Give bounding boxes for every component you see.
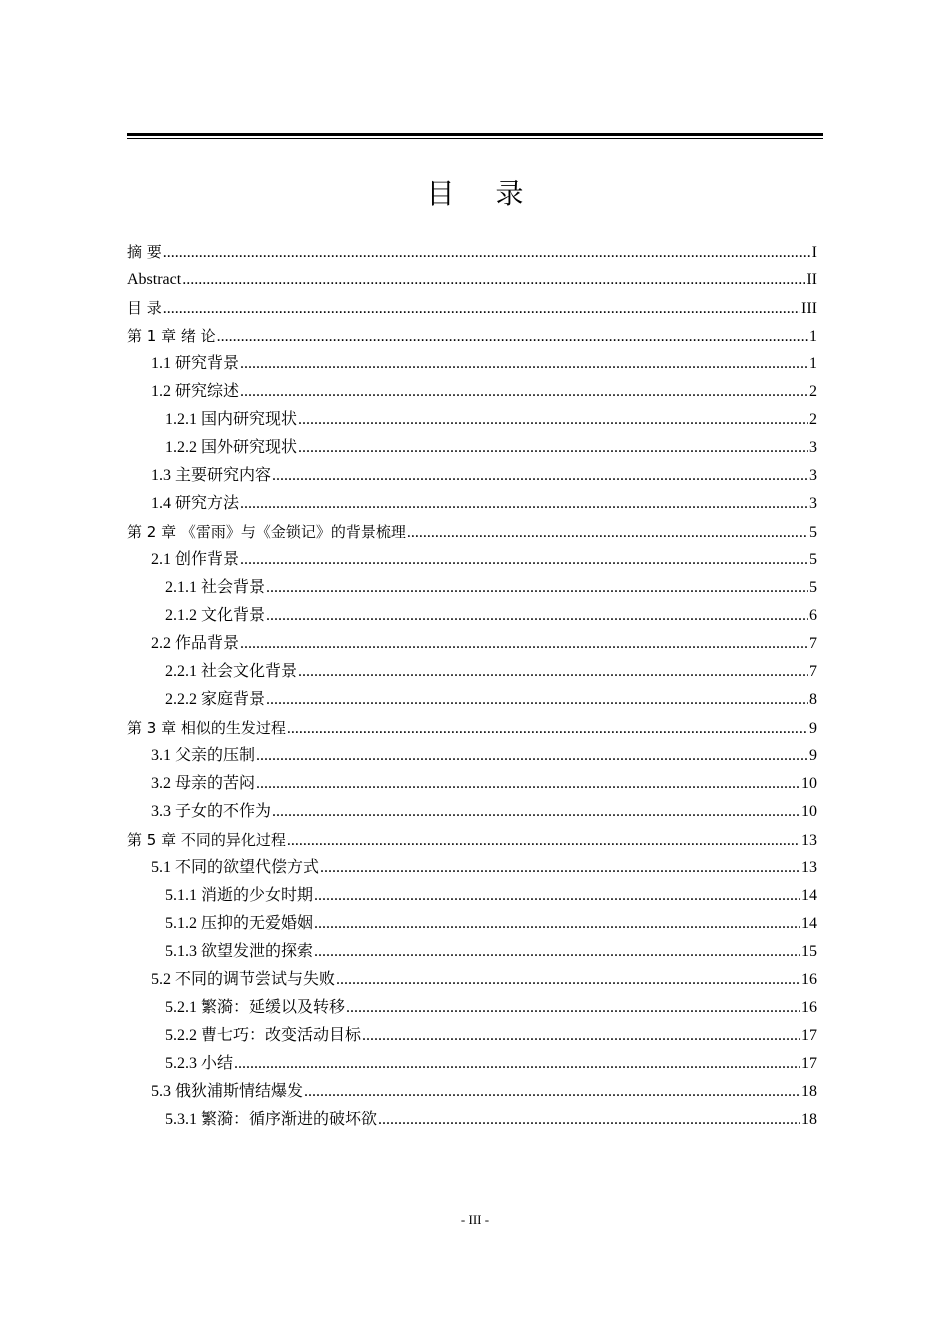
toc-entry-page: 14 [801, 887, 817, 904]
toc-dot-leader [217, 323, 808, 351]
toc-dot-leader [266, 686, 808, 714]
toc-entry-page: 10 [801, 803, 817, 820]
toc-entry-label: 2.1.2 文化背景 [165, 607, 266, 624]
toc-entry-label: 5.1 不同的欲望代偿方式 [151, 859, 320, 876]
toc-dot-leader [362, 1022, 800, 1050]
toc-entry-page: 17 [801, 1055, 817, 1072]
toc-entry-label: 第 5 章 不同的异化过程 [127, 831, 286, 849]
toc-entry-page: 8 [809, 691, 817, 708]
toc-entry-page: 5 [809, 579, 817, 596]
toc-dot-leader [256, 770, 800, 798]
header-rule [127, 133, 823, 139]
toc-entry[interactable] [127, 350, 817, 378]
toc-entry[interactable] [127, 294, 817, 322]
toc-entry[interactable] [127, 518, 817, 546]
toc-entry-page: 2 [809, 383, 817, 400]
toc-entry-label: 2.2 作品背景 [151, 635, 240, 652]
toc-entry[interactable] [127, 322, 817, 350]
toc-entry[interactable] [127, 1106, 817, 1134]
toc-entry[interactable] [127, 490, 817, 518]
toc-dot-leader [266, 602, 808, 630]
toc-entry[interactable] [127, 378, 817, 406]
toc-entry[interactable] [127, 826, 817, 854]
toc-entry-label: 1.4 研究方法 [151, 495, 240, 512]
toc-entry-page: 6 [809, 607, 817, 624]
toc-dot-leader [234, 1050, 800, 1078]
toc-entry[interactable] [127, 994, 817, 1022]
toc-entry[interactable] [127, 1022, 817, 1050]
toc-entry-page: 15 [801, 943, 817, 960]
toc-entry-page: 16 [801, 971, 817, 988]
toc-entry-label: Abstract [127, 271, 182, 288]
toc-entry[interactable] [127, 658, 817, 686]
toc-entry[interactable] [127, 630, 817, 658]
toc-dot-leader [182, 266, 805, 294]
toc-dot-leader [240, 630, 808, 658]
page-title: 目 录 [426, 177, 540, 210]
toc-entry-label: 2.2.2 家庭背景 [165, 691, 266, 708]
toc-dot-leader [287, 715, 808, 743]
toc-entry[interactable] [127, 966, 817, 994]
toc-entry[interactable] [127, 938, 817, 966]
toc-dot-leader [163, 239, 811, 267]
toc-entry[interactable] [127, 910, 817, 938]
toc-entry-label: 5.2.2 曹七巧：改变活动目标 [165, 1027, 362, 1044]
toc-entry[interactable] [127, 266, 817, 294]
toc-entry-label: 3.3 子女的不作为 [151, 803, 272, 820]
toc-entry[interactable] [127, 434, 817, 462]
toc-entry-label: 5.1.1 消逝的少女时期 [165, 887, 314, 904]
toc-entry[interactable] [127, 1078, 817, 1106]
header-rule-thin [127, 138, 823, 139]
toc-entry-page: 18 [801, 1111, 817, 1128]
toc-entry[interactable] [127, 798, 817, 826]
toc-dot-leader [266, 574, 808, 602]
toc-dot-leader [320, 854, 800, 882]
toc-entry[interactable] [127, 742, 817, 770]
toc-entry-label: 摘 要 [127, 243, 162, 261]
toc-dot-leader [240, 350, 808, 378]
toc-dot-leader [336, 966, 800, 994]
toc-entry-page: 5 [809, 524, 817, 541]
page-number: - III - [460, 1212, 490, 1227]
toc-dot-leader [314, 910, 800, 938]
toc-dot-leader [240, 378, 808, 406]
toc-dot-leader [240, 490, 808, 518]
toc-entry-label: 1.2 研究综述 [151, 383, 240, 400]
toc-entry-label: 5.2.3 小结 [165, 1055, 234, 1072]
toc-entry-page: 9 [809, 720, 817, 737]
toc-entry-label: 第 1 章 绪 论 [127, 327, 216, 345]
toc-entry[interactable] [127, 882, 817, 910]
toc-entry-label: 第 2 章 《雷雨》与《金锁记》的背景梳理 [127, 523, 406, 541]
toc-entry-label: 3.2 母亲的苦闷 [151, 775, 256, 792]
table-of-contents [127, 238, 817, 1134]
toc-dot-leader [346, 994, 800, 1022]
toc-entry-label: 1.2.2 国外研究现状 [165, 439, 298, 456]
toc-entry-page: 16 [801, 999, 817, 1016]
toc-entry-page: 3 [809, 439, 817, 456]
toc-entry-label: 目 录 [127, 299, 162, 317]
toc-entry-page: 3 [809, 495, 817, 512]
toc-entry-page: I [811, 244, 817, 261]
toc-dot-leader [298, 406, 808, 434]
toc-dot-leader [314, 882, 800, 910]
toc-entry[interactable] [127, 602, 817, 630]
toc-entry[interactable] [127, 686, 817, 714]
toc-entry-label: 5.3 俄狄浦斯情结爆发 [151, 1083, 304, 1100]
toc-entry-label: 第 3 章 相似的生发过程 [127, 719, 286, 737]
toc-entry-page: III [801, 300, 817, 317]
toc-entry-label: 5.1.3 欲望发泄的探索 [165, 943, 314, 960]
toc-entry-page: 3 [809, 467, 817, 484]
toc-dot-leader [272, 798, 800, 826]
toc-entry-page: 1 [809, 328, 817, 345]
toc-entry[interactable] [127, 1050, 817, 1078]
toc-entry-label: 1.2.1 国内研究现状 [165, 411, 298, 428]
toc-entry-label: 3.1 父亲的压制 [151, 747, 256, 764]
toc-entry[interactable] [127, 714, 817, 742]
toc-dot-leader [240, 546, 808, 574]
toc-dot-leader [304, 1078, 800, 1106]
toc-entry[interactable] [127, 574, 817, 602]
toc-entry-label: 5.3.1 繁漪：循序渐进的破坏欲 [165, 1111, 378, 1128]
toc-entry-label: 1.1 研究背景 [151, 355, 240, 372]
toc-entry-page: 2 [809, 411, 817, 428]
toc-entry-page: 9 [809, 747, 817, 764]
toc-dot-leader [298, 658, 808, 686]
toc-dot-leader [407, 519, 808, 547]
toc-entry-page: 13 [801, 832, 817, 849]
header-rule-thick [127, 133, 823, 136]
toc-entry[interactable] [127, 770, 817, 798]
toc-dot-leader [314, 938, 800, 966]
toc-entry-label: 5.2 不同的调节尝试与失败 [151, 971, 336, 988]
toc-dot-leader [287, 827, 800, 855]
toc-entry-label: 1.3 主要研究内容 [151, 467, 272, 484]
toc-dot-leader [163, 295, 800, 323]
toc-entry[interactable] [127, 406, 817, 434]
toc-dot-leader [298, 434, 808, 462]
toc-entry-label: 2.2.1 社会文化背景 [165, 663, 298, 680]
toc-entry[interactable] [127, 462, 817, 490]
toc-dot-leader [272, 462, 808, 490]
toc-entry-page: 7 [809, 635, 817, 652]
toc-entry-label: 5.2.1 繁漪：延缓以及转移 [165, 999, 346, 1016]
toc-entry-page: 1 [809, 355, 817, 372]
toc-entry-label: 5.1.2 压抑的无爱婚姻 [165, 915, 314, 932]
toc-entry-page: 18 [801, 1083, 817, 1100]
toc-entry-label: 2.1.1 社会背景 [165, 579, 266, 596]
toc-entry-page: 7 [809, 663, 817, 680]
toc-entry[interactable] [127, 238, 817, 266]
toc-entry-page: 5 [809, 551, 817, 568]
toc-entry[interactable] [127, 854, 817, 882]
toc-entry-label: 2.1 创作背景 [151, 551, 240, 568]
toc-entry-page: 14 [801, 915, 817, 932]
toc-entry-page: 13 [801, 859, 817, 876]
toc-entry-page: 10 [801, 775, 817, 792]
toc-entry-page: 17 [801, 1027, 817, 1044]
toc-dot-leader [378, 1106, 800, 1134]
toc-entry[interactable] [127, 546, 817, 574]
toc-entry-page: II [806, 271, 817, 288]
toc-dot-leader [256, 742, 808, 770]
